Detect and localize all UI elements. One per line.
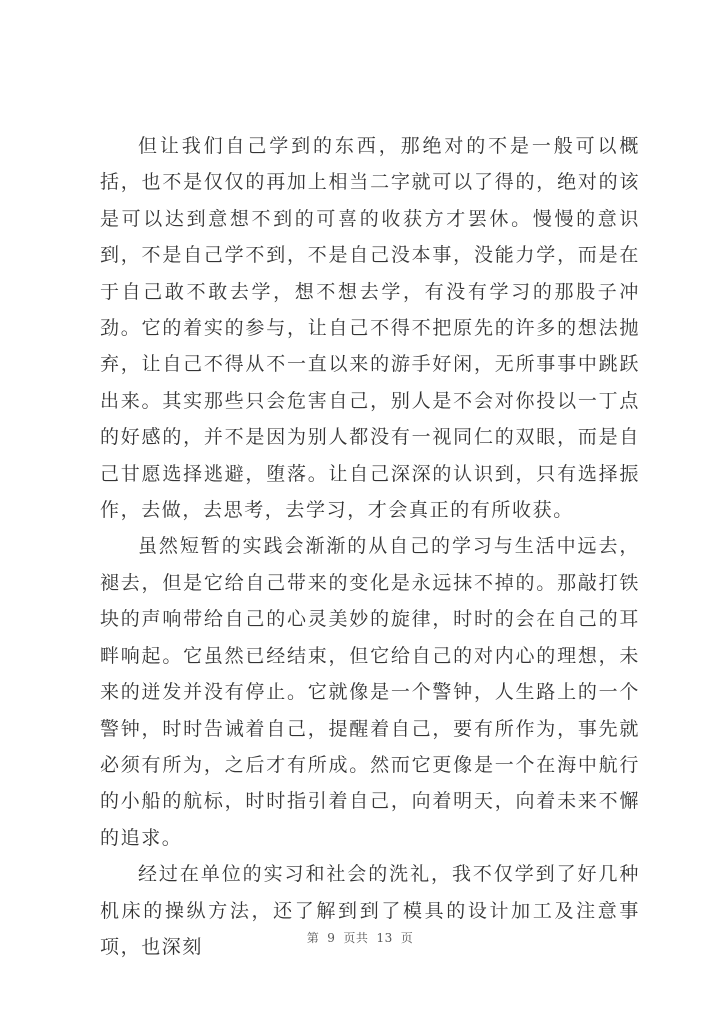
footer-mid: 页共 (343, 931, 369, 945)
paragraph-1: 但让我们自己学到的东西，那绝对的不是一般可以概括，也不是仅仅的再加上相当二字就可以了得的，绝对的该是可以达到意想不到的可喜的收获方才罢休。慢慢的意识到，不是自己学不到，不是自己没本事，没能力学，而是在于自己敢不敢去学，想不想去学，有没有学习的那股子冲劲。它的着实的参与，让自己不得不把原先的许多的想法抛弃，让自己不得从不一直以来的游手好闲，无所事事中跳跃出来。其实那些只会危害自己，别人是不会对你投以一丁点的好感的，并不是因为别人都没有一视同仁的双眼，而是自己甘愿选择逃避，堕落。让自己深深的认识到，只有选择振作，去做，去思考，去学习，才会真正的有所收获。 (100, 135, 640, 522)
page-footer (0, 929, 720, 946)
footer-current-page: 9 (327, 931, 336, 945)
footer-total-pages: 13 (376, 931, 393, 945)
paragraph-2: 虽然短暂的实践会渐渐的从自己的学习与生活中远去，褪去，但是它给自己带来的变化是永远抹不掉的。那敲打铁块的声响带给自己的心灵美妙的旋律，时时的会在自己的耳畔响起。它虽然已经结束，但它给自己的对内心的理想，未来的迸发并没有停止。它就像是一个警钟，人生路上的一个警钟，时时告诫着自己，提醒着自己，要有所作为，事先就必须有所为，之后才有所成。然而它更像是一个在海中航行的小船的航标，时时指引着自己，向着明天，向着未来不懈的追求。 (100, 535, 640, 849)
paragraph-3: 经过在单位的实习和社会的洗礼，我不仅学到了好几种机床的操纵方法，还了解到到了模具的设计加工及注意事项，也深刻 (100, 863, 640, 958)
document-body (100, 128, 640, 965)
footer-suffix: 页 (400, 931, 414, 945)
footer-prefix: 第 (306, 931, 320, 945)
